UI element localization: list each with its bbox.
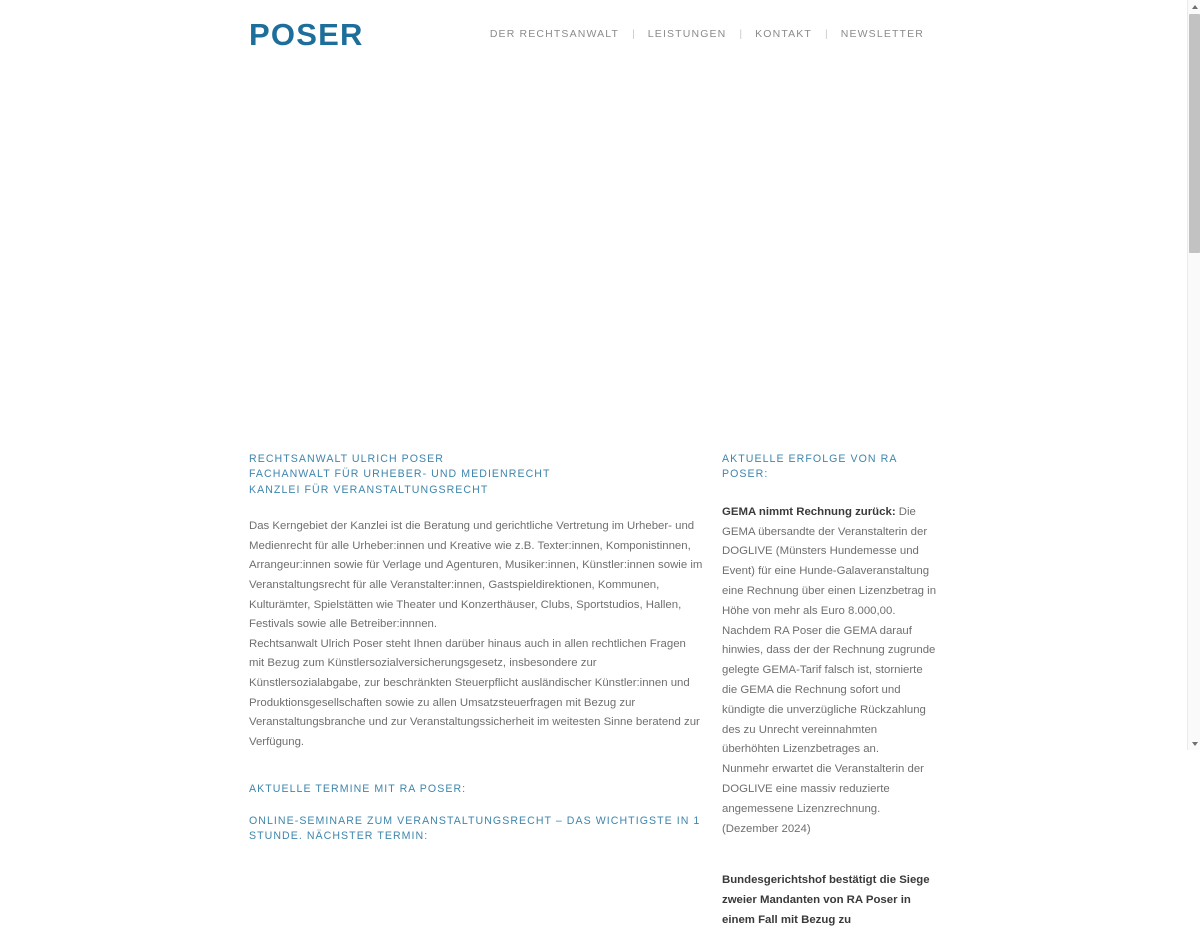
nav-item-leistungen[interactable]: LEISTUNGEN xyxy=(647,28,727,40)
spacer xyxy=(249,752,704,782)
right-column xyxy=(722,440,937,931)
erfolg-item-2-lead xyxy=(722,871,937,930)
nav-separator: | xyxy=(825,28,828,40)
nav-separator: | xyxy=(632,28,635,40)
scrollbar-thumb[interactable] xyxy=(1189,14,1200,253)
erfolge-heading: AKTUELLE ERFOLGE VON RA POSER: xyxy=(722,453,897,481)
nav-item-kontakt[interactable]: KONTAKT xyxy=(755,28,812,40)
main-navigation xyxy=(490,27,924,41)
intro-paragraph-1: Das Kerngebiet der Kanzlei ist die Beratung und gerichtliche Vertretung im Urheber- und Medienrecht für alle Urheber:innen und Kreative wie z.B. Texter:innen, Komponistinnen, Arrangeur:innen sowie für Verlage und Agenturen, Musiker:innen, Künstler:innen sowie im Veranstaltungsrecht für alle Veranstalter:innen, Gastspieldirektionen, Kommunen, Kulturämter, Spielstätten wie Theater und Konzerthäuser, Clubs, Sportstudios, Hallen, Festivals sowie alle Betreiber:innnen. xyxy=(249,520,703,631)
erfolg-item-1-lead: GEMA nimmt Rechnung zurück: xyxy=(722,505,896,518)
spacer xyxy=(249,798,704,814)
scroll-up-arrow-icon[interactable] xyxy=(1188,0,1201,13)
spacer xyxy=(722,483,937,503)
intro-paragraph-2: Rechtsanwalt Ulrich Poser steht Ihnen darüber hinaus auch in allen rechtlichen Fragen mit Bezug zum Künstlersozialversicherungsgesetz, insbesondere zur Künstlersozialabgabe, zur beschränkten Steuerpflicht ausländischer Künstler:innen und Produktionsgesellschaften sowie zu allen Umsatzsteuerfragen mit Bezug zur Veranstaltungsbranche und zur Veranstaltungssicherheit im weitesten Sinne beratend zur Verfügung. xyxy=(249,637,700,748)
practice-title-line-1: RECHTSANWALT ULRICH POSER xyxy=(249,453,444,465)
erfolg-item-1-date: (Dezember 2024) xyxy=(722,822,811,835)
erfolg-item-1-continued: Nunmehr erwartet die Veranstalterin der DOGLIVE eine massiv reduzierte angemessene Lizenzrechnung. xyxy=(722,763,924,815)
scroll-down-arrow-icon[interactable] xyxy=(1188,737,1201,750)
site-header xyxy=(0,0,1187,68)
practice-title-line-3: KANZLEI FÜR VERANSTALTUNGSRECHT xyxy=(249,483,489,496)
practice-title xyxy=(249,440,704,498)
nav-separator: | xyxy=(739,28,743,40)
nav-item-der-rechtsanwalt[interactable]: DER RECHTSANWALT xyxy=(489,28,620,40)
erfolg-item-2-lead-text: Bundesgerichtshof bestätigt die Siege zweier Mandanten von RA Poser in einem Fall mit Bezug zu xyxy=(722,874,930,926)
practice-title-line-2: FACHANWALT FÜR URHEBER- UND MEDIENRECHT xyxy=(249,468,551,481)
left-column xyxy=(249,440,704,845)
nav-item-newsletter[interactable]: NEWSLETTER xyxy=(840,28,924,40)
spacer xyxy=(722,859,937,871)
site-logo[interactable]: POSER xyxy=(249,17,364,52)
spacer xyxy=(249,498,704,517)
erfolg-item-1-body: Die GEMA übersandte der Veranstalterin der DOGLIVE (Münsters Hundemesse und Event) für eine Hunde-Galaveranstaltung eine Rechnung über einen Lizenzbetrag in Höhe von mehr als Euro 8.000,00. Nachdem RA Poser die GEMA darauf hinwies, dass der der Rechnung zugrunde gelegte GEMA-Tarif falsch ist, stornierte die GEMA die Rechnung sofort und kündigte die unverzügliche Rückzahlung des zu Unrecht vereinnahmten überhöhten Lizenzbetrages an. xyxy=(722,505,937,756)
erfolg-item-1 xyxy=(722,503,937,760)
online-seminare-link[interactable]: ONLINE-SEMINARE ZUM VERANSTALTUNGSRECHT – DAS WICHTIGSTE IN 1 STUNDE. NÄCHSTER TERMIN: xyxy=(249,814,701,843)
termine-heading: AKTUELLE TERMINE MIT RA POSER: xyxy=(249,783,467,796)
spacer xyxy=(722,839,937,859)
hero-media-area xyxy=(0,68,1187,440)
vertical-scrollbar[interactable] xyxy=(1187,0,1200,750)
